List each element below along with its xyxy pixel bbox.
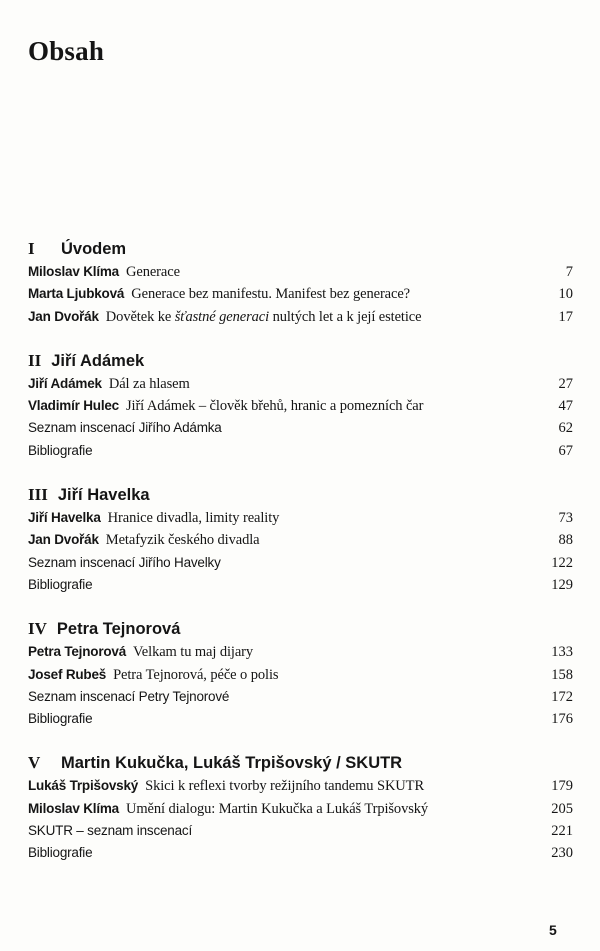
entry-page: 47 <box>558 398 573 415</box>
entry-page: 205 <box>551 800 573 817</box>
entry-page: 62 <box>558 420 573 437</box>
section-title: Jiří Havelka <box>57 486 150 505</box>
toc-entry <box>28 417 573 439</box>
toc-entry <box>28 507 573 529</box>
page-number: 5 <box>549 922 557 938</box>
toc-entry <box>28 820 573 842</box>
entry-title-end: nultých let a k její estetice <box>269 308 422 325</box>
toc-entry <box>28 373 573 395</box>
section-heading <box>28 483 573 507</box>
toc-section-1 <box>28 237 573 328</box>
entry-author: Miloslav Klíma <box>28 800 119 816</box>
entry-title: Metafyzik českého divadla <box>105 532 260 549</box>
toc-entry <box>28 574 573 596</box>
entry-title: Bibliografie <box>28 576 93 592</box>
toc-entry <box>28 306 573 328</box>
toc-entry <box>28 641 573 663</box>
section-number: I <box>28 239 35 258</box>
entry-author: Vladimír Hulec <box>28 398 119 414</box>
toc-entry <box>28 775 573 797</box>
toc-entry <box>28 552 573 574</box>
entry-title: Hranice divadla, limity reality <box>107 510 280 527</box>
entry-page: 158 <box>551 666 573 683</box>
entry-title: Bibliografie <box>28 845 93 861</box>
section-heading <box>28 237 573 261</box>
entry-title: Seznam inscenací Petry Tejnorové <box>28 688 230 704</box>
entry-author: Marta Ljubková <box>28 286 125 302</box>
toc-entry <box>28 395 573 417</box>
entry-title: Dál za hlasem <box>108 375 190 392</box>
entry-page: 67 <box>558 442 573 459</box>
entry-title-italic: šťastné generaci <box>174 308 270 325</box>
entry-page: 7 <box>565 264 573 280</box>
entry-title: Seznam inscenací Jiřího Havelky <box>28 554 221 570</box>
toc-entry <box>28 283 573 305</box>
toc-entry <box>28 842 573 864</box>
entry-title-start: Dovětek ke <box>105 308 175 325</box>
entry-title: Petra Tejnorová, péče o polis <box>113 666 279 683</box>
entry-author: Josef Rubeš <box>28 666 107 682</box>
entry-title: Seznam inscenací Jiřího Adámka <box>28 420 222 436</box>
entry-title: Bibliografie <box>28 442 93 458</box>
entry-title: SKUTR – seznam inscenací <box>28 823 193 839</box>
entry-title: Generace bez manifestu. Manifest bez generace? <box>131 286 411 303</box>
entry-page: 122 <box>551 554 573 571</box>
section-title: Martin Kukučka, Lukáš Trpišovský / SKUTR <box>61 754 403 773</box>
entry-title: Umění dialogu: Martin Kukučka a Lukáš Trpišovský <box>125 800 429 817</box>
entry-page: 179 <box>551 778 573 795</box>
entry-author: Miloslav Klíma <box>28 264 119 279</box>
table-of-contents <box>28 237 573 886</box>
toc-entry <box>28 798 573 820</box>
entry-author: Jiří Adámek <box>28 375 102 391</box>
section-number: II <box>28 350 42 370</box>
entry-page: 88 <box>558 532 573 549</box>
toc-entry <box>28 664 573 686</box>
toc-entry <box>28 261 573 283</box>
entry-title: Skici k reflexi tvorby režijního tandemu SKUTR <box>145 778 425 795</box>
section-heading <box>28 349 573 373</box>
section-title: Petra Tejnorová <box>56 620 181 639</box>
toc-entry <box>28 440 573 462</box>
entry-page: 17 <box>558 308 573 325</box>
section-title: Úvodem <box>61 240 127 258</box>
toc-entry <box>28 529 573 551</box>
section-number: V <box>28 753 41 773</box>
section-title: Jiří Adámek <box>51 351 145 370</box>
entry-page: 27 <box>558 375 573 392</box>
entry-page: 129 <box>551 576 573 593</box>
entry-page: 73 <box>558 510 573 527</box>
entry-page: 221 <box>551 823 573 840</box>
page-title: Obsah <box>28 36 105 66</box>
toc-section-4 <box>28 617 573 730</box>
entry-author: Lukáš Trpišovský <box>28 778 139 794</box>
entry-title: Bibliografie <box>28 711 93 727</box>
entry-author: Jiří Havelka <box>28 510 101 526</box>
entry-page: 10 <box>558 286 573 303</box>
entry-page: 172 <box>551 688 573 705</box>
entry-title <box>106 306 422 328</box>
toc-section-5 <box>28 751 573 864</box>
toc-section-2 <box>28 349 573 462</box>
entry-author: Jan Dvořák <box>28 532 99 548</box>
entry-title: Generace <box>125 264 180 280</box>
toc-entry <box>28 686 573 708</box>
entry-page: 176 <box>551 711 573 728</box>
entry-page: 230 <box>551 845 573 862</box>
toc-entry <box>28 708 573 730</box>
entry-title: Jiří Adámek – člověk břehů, hranic a pomezních čar <box>125 398 424 415</box>
section-heading <box>28 751 573 775</box>
entry-author: Jan Dvořák <box>28 308 99 324</box>
section-number: IV <box>28 619 47 639</box>
section-heading <box>28 617 573 641</box>
entry-title: Velkam tu maj dijary <box>133 644 254 661</box>
section-number: III <box>28 485 48 505</box>
entry-author: Petra Tejnorová <box>28 644 127 660</box>
entry-page: 133 <box>551 644 573 661</box>
toc-section-3 <box>28 483 573 596</box>
